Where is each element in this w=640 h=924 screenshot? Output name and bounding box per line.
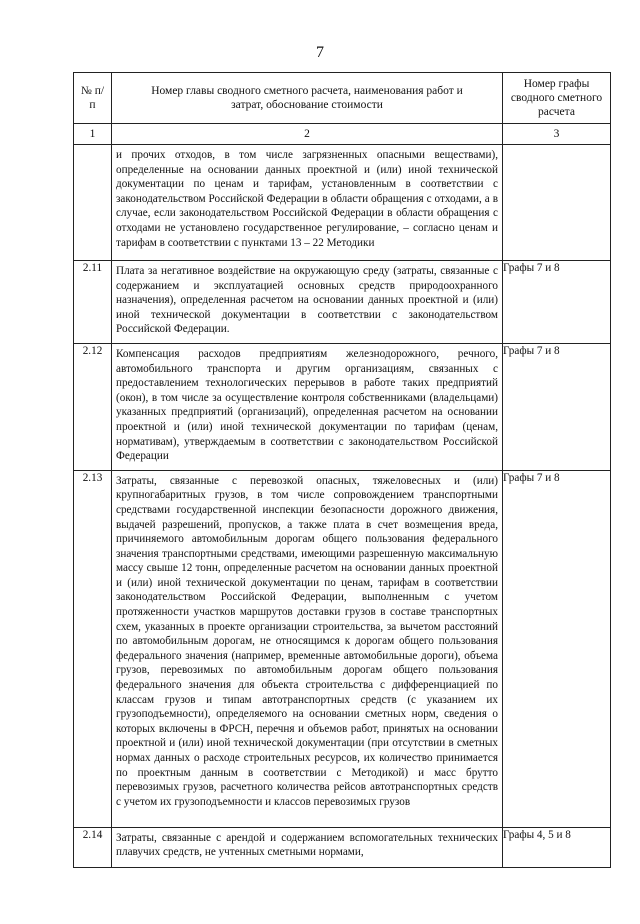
row-description: Плата за негативное воздействие на окружающую среду (затраты, связанные с содержанием и эксплуатацией основных средств природоохранного назначения), определенная расчетом на основании данных проектной и (или) иной технической документации в соответствии с законодательством Российской Федерации. [112,261,503,344]
table-row [74,470,611,827]
row-columns [503,145,611,261]
row-number: 2.13 [74,470,112,827]
row-description: Компенсация расходов предприятиям железнодорожного, речного, автомобильного транспорта и другим организациям, связанных с предоставлением технологических перерывов в работе таких предприятий (окон), в том числе за осуществление контроля собственниками (владельцами) указанных предприятий (организаций), определенная расчетом на основании проектной и (или) иной технической документации по тарифам (ценам, нормативам), утверждаемым в соответствии с законодательством Российской Федерации [112,343,503,470]
table-row [74,261,611,344]
column-number-1: 1 [74,124,112,145]
row-columns: Графы 7 и 8 [503,343,611,470]
row-number: 2.11 [74,261,112,344]
row-description: Затраты, связанные с перевозкой опасных, тяжеловесных и (или) крупногабаритных грузов, в том числе сопровождением транспортными средствами государственной инспекции безопасности дорожного движения, выдачей разрешений, пропусков, а также плата в счет возмещения вреда, причиняемого автомобильным дорогам общего пользования федерального значения транспортными средствами, имеющими разрешенную максимальную массу свыше 12 тонн, определенные расчетом на основании данных проектной и (или) иной технической документации по ценам, тарифам в соответствии законодательством Российской Федерации, выполненным с учетом протяженности участков маршрутов доставки грузов в составе транспортных схем, указанных в проекте организации строительства, за вычетом расстояний по автомобильным дорогам, не относящимся к дорогам общего пользования федерального значения (например, временные автомобильные дороги), объема грузов, перевозимых по автомобильным дорогам общего пользования федерального значения для объекта строительства с дифференциацией по классам грузов и типам автотранспортных средств (с указанием их грузоподъемности), определяемого на основании сметных норм, сведения о которых включены в ФРСН, перечня и объемов работ, принятых на основании проектной и (или) иной технической документации (при отсутствии в сметных нормах данных о расходе строительных ресурсов, их количество принимается по проектным данным в соответствии с Методикой) и масс брутто перевозимых грузов, расчетного количества рейсов автотранспортных средств с учетом их грузоподъемности и классов перевозимых грузов [112,470,503,827]
estimate-table [73,72,611,868]
row-number [74,145,112,261]
row-columns: Графы 4, 5 и 8 [503,827,611,867]
table-row [74,145,611,261]
row-number: 2.14 [74,827,112,867]
row-columns: Графы 7 и 8 [503,470,611,827]
row-number: 2.12 [74,343,112,470]
column-number-row [74,124,611,145]
header-description: Номер главы сводного сметного расчета, наименования работ и затрат, обоснование стоимости [112,73,503,124]
row-description: и прочих отходов, в том числе загрязненных опасными веществами), определенные на основании данных проектной и (или) иной технической документации по ценам и тарифам, установленным в соответствии с законодательством Российской Федерации в области обращения с отходами, а в случае, если законодательством Российской Федерации в области обращения с отходами не установлено государственное регулирование, – согласно ценам и тарифам в соответствии с пунктами 13 – 22 Методики [112,145,503,261]
row-columns: Графы 7 и 8 [503,261,611,344]
header-column-ref: Номер графы сводного сметного расчета [503,73,611,124]
table-row [74,827,611,867]
table-row [74,343,611,470]
page-number: 7 [316,44,324,61]
header-number: № п/п [74,73,112,124]
row-description: Затраты, связанные с арендой и содержанием вспомогательных технических плавучих средств, не учтенных сметными нормами, [112,827,503,867]
column-number-2: 2 [112,124,503,145]
table-header-row [74,73,611,124]
column-number-3: 3 [503,124,611,145]
